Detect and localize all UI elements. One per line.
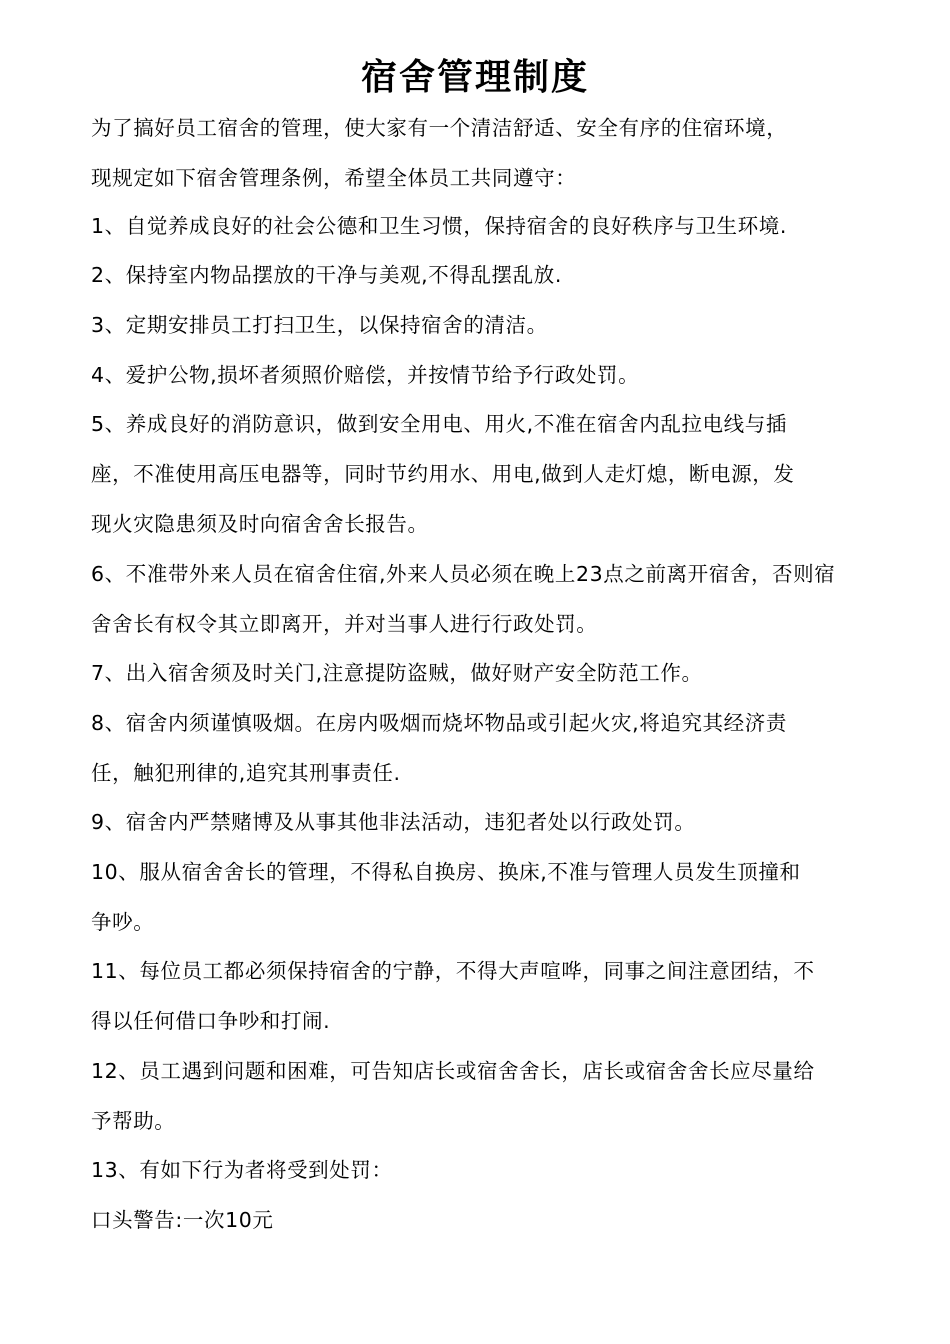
rule-13: 13、有如下行为者将受到处罚：: [91, 1158, 393, 1182]
rule-3: 3、定期安排员工打扫卫生，以保持宿舍的清洁。: [91, 313, 548, 337]
rule-6-line-1: 6、不准带外来人员在宿舍住宿,外来人员必须在晚上23点之前离开宿舍，否则宿: [91, 562, 836, 586]
rule-1: 1、自觉养成良好的社会公德和卫生习惯，保持宿舍的良好秩序与卫生环境.: [91, 214, 787, 238]
rule-12-line-2: 予帮助。: [91, 1109, 176, 1133]
rule-5-line-1: 5、养成良好的消防意识，做到安全用电、用火,不准在宿舍内乱拉电线与插: [91, 412, 787, 436]
rule-6-line-2: 舍舍长有权令其立即离开，并对当事人进行行政处罚。: [91, 612, 598, 636]
rule-11-line-1: 11、每位员工都必须保持宿舍的宁静，不得大声喧哗，同事之间注意团结，不: [91, 959, 815, 983]
rule-11-line-2: 得以任何借口争吵和打闹.: [91, 1009, 331, 1033]
rule-5-line-3: 现火灾隐患须及时向宿舍舍长报告。: [91, 512, 429, 536]
rule-9: 9、宿舍内严禁赌博及从事其他非法活动，违犯者处以行政处罚。: [91, 810, 696, 834]
intro-line-2: 现规定如下宿舍管理条例，希望全体员工共同遵守：: [91, 166, 577, 190]
rule-10-line-2: 争吵。: [91, 910, 155, 934]
rule-8-line-1: 8、宿舍内须谨慎吸烟。在房内吸烟而烧坏物品或引起火灾,将追究其经济责: [91, 711, 787, 735]
rule-5-line-2: 座，不准使用高压电器等，同时节约用水、用电,做到人走灯熄，断电源，发: [91, 462, 795, 486]
penalty-line: 口头警告:一次10元: [91, 1208, 274, 1232]
document-title: 宿舍管理制度: [360, 57, 589, 98]
intro-line-1: 为了搞好员工宿舍的管理，使大家有一个清洁舒适、安全有序的住宿环境，: [91, 116, 788, 140]
rule-4: 4、爱护公物,损坏者须照价赔偿，并按情节给予行政处罚。: [91, 363, 640, 387]
rule-10-line-1: 10、服从宿舍舍长的管理，不得私自换房、换床,不准与管理人员发生顶撞和: [91, 860, 801, 884]
rule-7: 7、出入宿舍须及时关门,注意提防盗贼，做好财产安全防范工作。: [91, 661, 703, 685]
rule-2: 2、保持室内物品摆放的干净与美观,不得乱摆乱放.: [91, 263, 562, 287]
rule-12-line-1: 12、员工遇到问题和困难，可告知店长或宿舍舍长，店长或宿舍舍长应尽量给: [91, 1059, 815, 1083]
rule-8-line-2: 任，触犯刑律的,追究其刑事责任.: [91, 761, 401, 785]
